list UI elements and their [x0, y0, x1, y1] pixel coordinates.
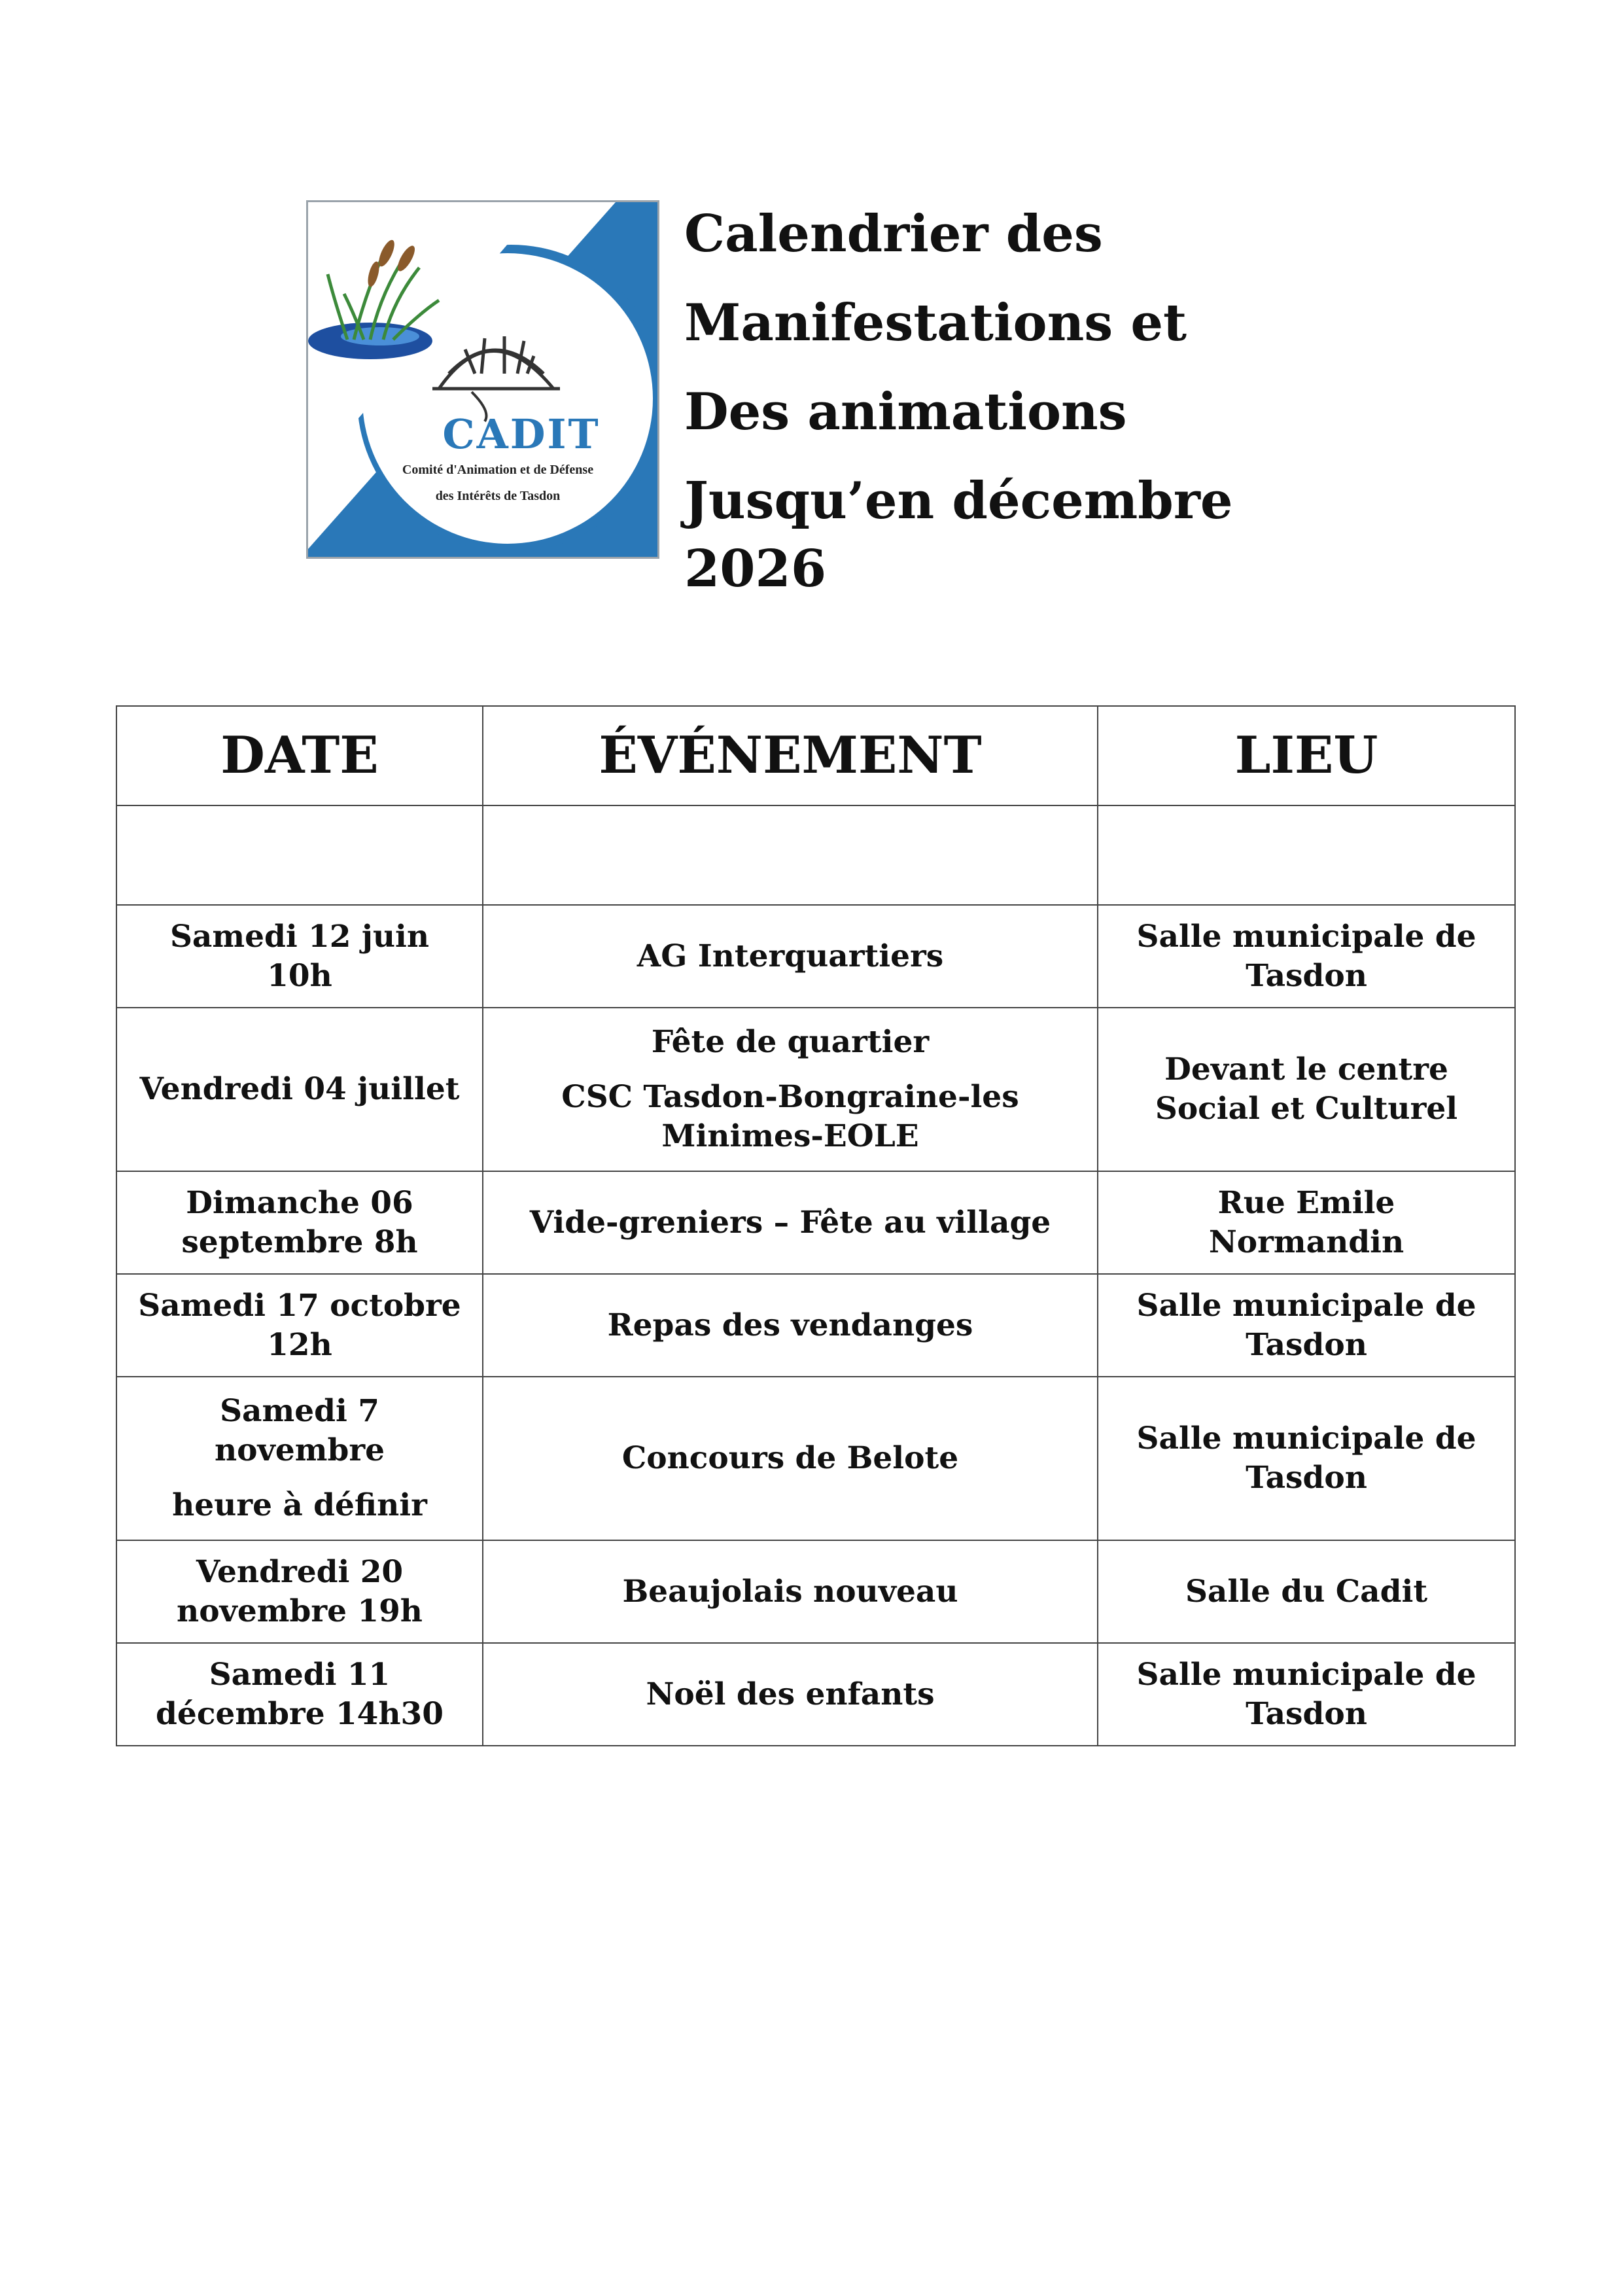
table-row [116, 1377, 1515, 1540]
event-text: Fête de quartier [651, 1024, 930, 1060]
table-row [116, 905, 1515, 1008]
table-cell [483, 805, 1098, 905]
place-text: Tasdon [1246, 957, 1367, 994]
place-text: Rue Emile [1217, 1184, 1395, 1221]
title-line-2: Manifestations et [684, 293, 1187, 353]
event-text: Minimes-EOLE [661, 1118, 919, 1154]
table-row [116, 1008, 1515, 1171]
date-text: Vendredi 20 [196, 1553, 404, 1590]
place-cell [1098, 1643, 1515, 1746]
event-cell [483, 1008, 1098, 1171]
header-date: DATE [116, 706, 483, 805]
header-event: ÉVÉNEMENT [483, 706, 1098, 805]
title-line-1: Calendrier des [684, 204, 1103, 264]
table-row [116, 1274, 1515, 1377]
place-cell [1098, 1377, 1515, 1540]
title-line-5: 2026 [684, 539, 827, 599]
event-text: Beaujolais nouveau [622, 1573, 958, 1610]
event-text: Repas des vendanges [607, 1307, 973, 1343]
date-cell [116, 1643, 483, 1746]
place-text: Devant le centre [1164, 1051, 1448, 1087]
place-cell [1098, 1274, 1515, 1377]
date-text: novembre [215, 1432, 385, 1468]
date-cell [116, 1171, 483, 1274]
table-row [116, 1643, 1515, 1746]
date-text: Dimanche 06 [186, 1184, 413, 1221]
date-text: 10h [267, 957, 332, 994]
date-text: Samedi 12 juin [169, 918, 430, 955]
place-text: Salle municipale de [1136, 918, 1476, 955]
date-cell [116, 1540, 483, 1643]
logo-name: CADIT [442, 410, 601, 458]
table-row-empty [116, 805, 1515, 905]
place-cell [1098, 1008, 1515, 1171]
event-cell [483, 1171, 1098, 1274]
table-row [116, 1171, 1515, 1274]
event-cell [483, 1540, 1098, 1643]
event-text: CSC Tasdon-Bongraine-les [561, 1079, 1019, 1115]
date-cell [116, 1274, 483, 1377]
logo-subtitle-line1: Comité d'Animation et de Défense [402, 463, 594, 477]
place-text: Normandin [1208, 1224, 1405, 1260]
date-text: 12h [267, 1326, 332, 1363]
date-text: Samedi 7 [220, 1393, 379, 1429]
event-text: Vide-greniers – Fête au village [529, 1204, 1051, 1241]
cadit-logo-graphic [308, 202, 659, 559]
date-cell [116, 1377, 483, 1540]
place-text: Tasdon [1246, 1326, 1367, 1363]
date-text: décembre 14h30 [156, 1695, 444, 1732]
header-place: LIEU [1098, 706, 1515, 805]
title-line-3: Des animations [684, 382, 1127, 442]
place-text: Tasdon [1246, 1460, 1367, 1496]
date-cell [116, 905, 483, 1008]
event-cell [483, 1377, 1098, 1540]
date-cell [116, 1008, 483, 1171]
date-text: heure à définir [172, 1487, 427, 1523]
logo-subtitle-line2: des Intérêts de Tasdon [435, 489, 561, 503]
table-cell [116, 805, 483, 905]
place-text: Social et Culturel [1155, 1091, 1458, 1127]
place-text: Salle municipale de [1136, 1421, 1476, 1457]
event-text: Concours de Belote [621, 1440, 959, 1476]
page-title [684, 190, 1338, 601]
event-cell [483, 905, 1098, 1008]
place-text: Tasdon [1246, 1695, 1367, 1732]
cadit-logo [306, 200, 659, 559]
title-line-4: Jusqu’en décembre [684, 471, 1233, 531]
events-table [116, 705, 1516, 1746]
date-text: Samedi 11 [209, 1656, 391, 1693]
table-cell [1098, 805, 1515, 905]
table-header-row [116, 706, 1515, 805]
date-text: Samedi 17 octobre [138, 1287, 461, 1324]
date-text: novembre 19h [177, 1593, 423, 1629]
date-text: septembre 8h [181, 1224, 418, 1260]
table-row [116, 1540, 1515, 1643]
event-text: AG Interquartiers [637, 938, 944, 974]
place-text: Salle du Cadit [1185, 1573, 1428, 1610]
place-cell [1098, 1540, 1515, 1643]
event-cell [483, 1274, 1098, 1377]
event-cell [483, 1643, 1098, 1746]
place-text: Salle municipale de [1136, 1656, 1476, 1693]
event-text: Noël des enfants [646, 1676, 935, 1712]
date-text: Vendredi 04 juillet [139, 1071, 460, 1107]
place-text: Salle municipale de [1136, 1287, 1476, 1324]
place-cell [1098, 1171, 1515, 1274]
place-cell [1098, 905, 1515, 1008]
